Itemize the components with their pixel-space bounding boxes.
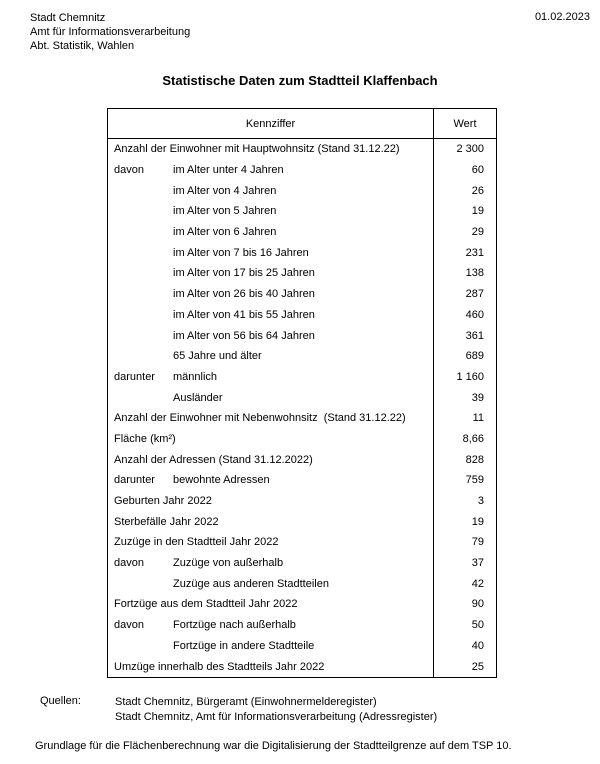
wert-cell: 25 [471,660,484,673]
kennziffer-cell [108,346,434,367]
row-label: Fortzüge nach außerhalb [173,619,296,632]
sources-list [115,695,437,725]
table-row [108,491,496,512]
kennziffer-cell [108,139,434,160]
org-line-city: Stadt Chemnitz [30,12,106,24]
wert-cell: 8,66 [462,432,484,445]
table-row [108,408,496,429]
table-row [108,511,496,532]
row-prefix: davon [114,557,144,570]
row-label: im Alter von 56 bis 64 Jahren [173,329,315,342]
table-row [108,201,496,222]
footnote: Grundlage für die Flächenberechnung war die Digitalisierung der Stadtteilgrenze auf dem TSP 10. [35,740,512,752]
row-label: im Alter von 5 Jahren [173,205,277,218]
row-label: im Alter unter 4 Jahren [173,164,284,177]
kennziffer-cell [108,222,434,243]
row-label: im Alter von 6 Jahren [173,226,277,239]
wert-cell: 19 [471,205,484,218]
document-date: 01.02.2023 [534,11,590,23]
wert-cell: 39 [471,391,484,404]
row-label: Anzahl der Einwohner mit Nebenwohnsitz (Stand 31.12.22) [114,412,406,425]
wert-cell: 231 [465,246,484,259]
kennziffer-cell [108,491,434,512]
table-row [108,387,496,408]
row-label: im Alter von 4 Jahren [173,184,277,197]
kennziffer-cell [108,325,434,346]
row-label: bewohnte Adressen [173,474,270,487]
kennziffer-cell [108,656,434,677]
kennziffer-cell [108,449,434,470]
kennziffer-cell [108,594,434,615]
table-row [108,573,496,594]
wert-cell: 42 [471,577,484,590]
row-label: Ausländer [173,391,223,404]
wert-cell: 3 [477,495,484,508]
wert-cell: 759 [465,474,484,487]
table-row [108,160,496,181]
kennziffer-cell [108,180,434,201]
row-label: männlich [173,370,218,383]
source-line: Stadt Chemnitz, Bürgeramt (Einwohnermelderegister) [115,696,377,708]
letterhead [30,11,190,53]
table-row [108,180,496,201]
wert-cell: 50 [471,619,484,632]
wert-cell: 40 [471,639,484,652]
row-label: Anzahl der Einwohner mit Hauptwohnsitz (Stand 31.12.22) [114,143,400,156]
row-label: 65 Jahre und älter [173,350,262,363]
row-label: im Alter von 17 bis 25 Jahren [173,267,315,280]
wert-cell: 19 [471,515,484,528]
wert-cell: 90 [471,598,484,611]
table-row [108,429,496,450]
kennziffer-cell [108,284,434,305]
wert-cell: 460 [465,308,484,321]
source-line: Stadt Chemnitz, Amt für Informationsverarbeitung (Adressregister) [115,711,438,723]
table-body [108,139,496,677]
wert-cell: 2 300 [456,143,484,156]
wert-cell: 37 [471,557,484,570]
wert-cell: 1 160 [456,370,484,383]
kennziffer-cell [108,367,434,388]
kennziffer-cell [108,201,434,222]
kennziffer-cell [108,532,434,553]
wert-cell: 60 [471,164,484,177]
row-label: Zuzüge aus anderen Stadtteilen [173,577,329,590]
org-line-office: Amt für Informationsverarbeitung [30,26,191,38]
column-header-kennziffer: Kennziffer [108,109,434,138]
kennziffer-cell [108,553,434,574]
row-label: Fortzüge aus dem Stadtteil Jahr 2022 [114,598,298,611]
row-label: im Alter von 7 bis 16 Jahren [173,246,309,259]
table-row [108,553,496,574]
wert-cell: 689 [465,350,484,363]
table-row [108,449,496,470]
kennziffer-cell [108,470,434,491]
row-label: Geburten Jahr 2022 [114,495,212,508]
wert-cell: 26 [471,184,484,197]
row-label: im Alter von 26 bis 40 Jahren [173,288,315,301]
statistics-table [107,108,497,678]
table-row [108,470,496,491]
table-row [108,263,496,284]
table-row [108,532,496,553]
wert-cell: 138 [465,267,484,280]
wert-cell: 361 [465,329,484,342]
table-row [108,242,496,263]
row-prefix: davon [114,164,144,177]
table-row [108,636,496,657]
row-label: Fläche (km²) [114,432,176,445]
kennziffer-cell [108,573,434,594]
kennziffer-cell [108,429,434,450]
row-label: Anzahl der Adressen (Stand 31.12.2022) [114,453,313,466]
table-row [108,305,496,326]
wert-cell: 79 [471,536,484,549]
table-row [108,139,496,160]
row-label: Sterbefälle Jahr 2022 [114,515,219,528]
kennziffer-cell [108,305,434,326]
table-row [108,222,496,243]
wert-cell: 287 [465,288,484,301]
table-row [108,656,496,677]
table-row [108,325,496,346]
kennziffer-cell [108,615,434,636]
kennziffer-cell [108,387,434,408]
row-label: Zuzüge von außerhalb [173,557,284,570]
row-label: Umzüge innerhalb des Stadtteils Jahr 2022 [114,660,325,673]
row-prefix: darunter [114,474,155,487]
table-row [108,346,496,367]
table-row [108,284,496,305]
wert-cell: 828 [465,453,484,466]
row-prefix: davon [114,619,144,632]
kennziffer-cell [108,636,434,657]
org-line-department: Abt. Statistik, Wahlen [30,40,135,52]
table-header-row [108,109,496,139]
wert-cell: 29 [471,226,484,239]
kennziffer-cell [108,408,434,429]
row-prefix: darunter [114,370,155,383]
kennziffer-cell [108,511,434,532]
kennziffer-cell [108,160,434,181]
row-label: Fortzüge in andere Stadtteile [173,639,315,652]
sources-label: Quellen: [40,695,81,707]
kennziffer-cell [108,242,434,263]
table-row [108,615,496,636]
kennziffer-cell [108,263,434,284]
column-header-wert: Wert [453,117,477,130]
row-label: Zuzüge in den Stadtteil Jahr 2022 [114,536,279,549]
table-row [108,594,496,615]
wert-cell: 11 [472,412,484,425]
document-title: Statistische Daten zum Stadtteil Klaffenbach [162,73,438,88]
table-row [108,367,496,388]
row-label: im Alter von 41 bis 55 Jahren [173,308,315,321]
